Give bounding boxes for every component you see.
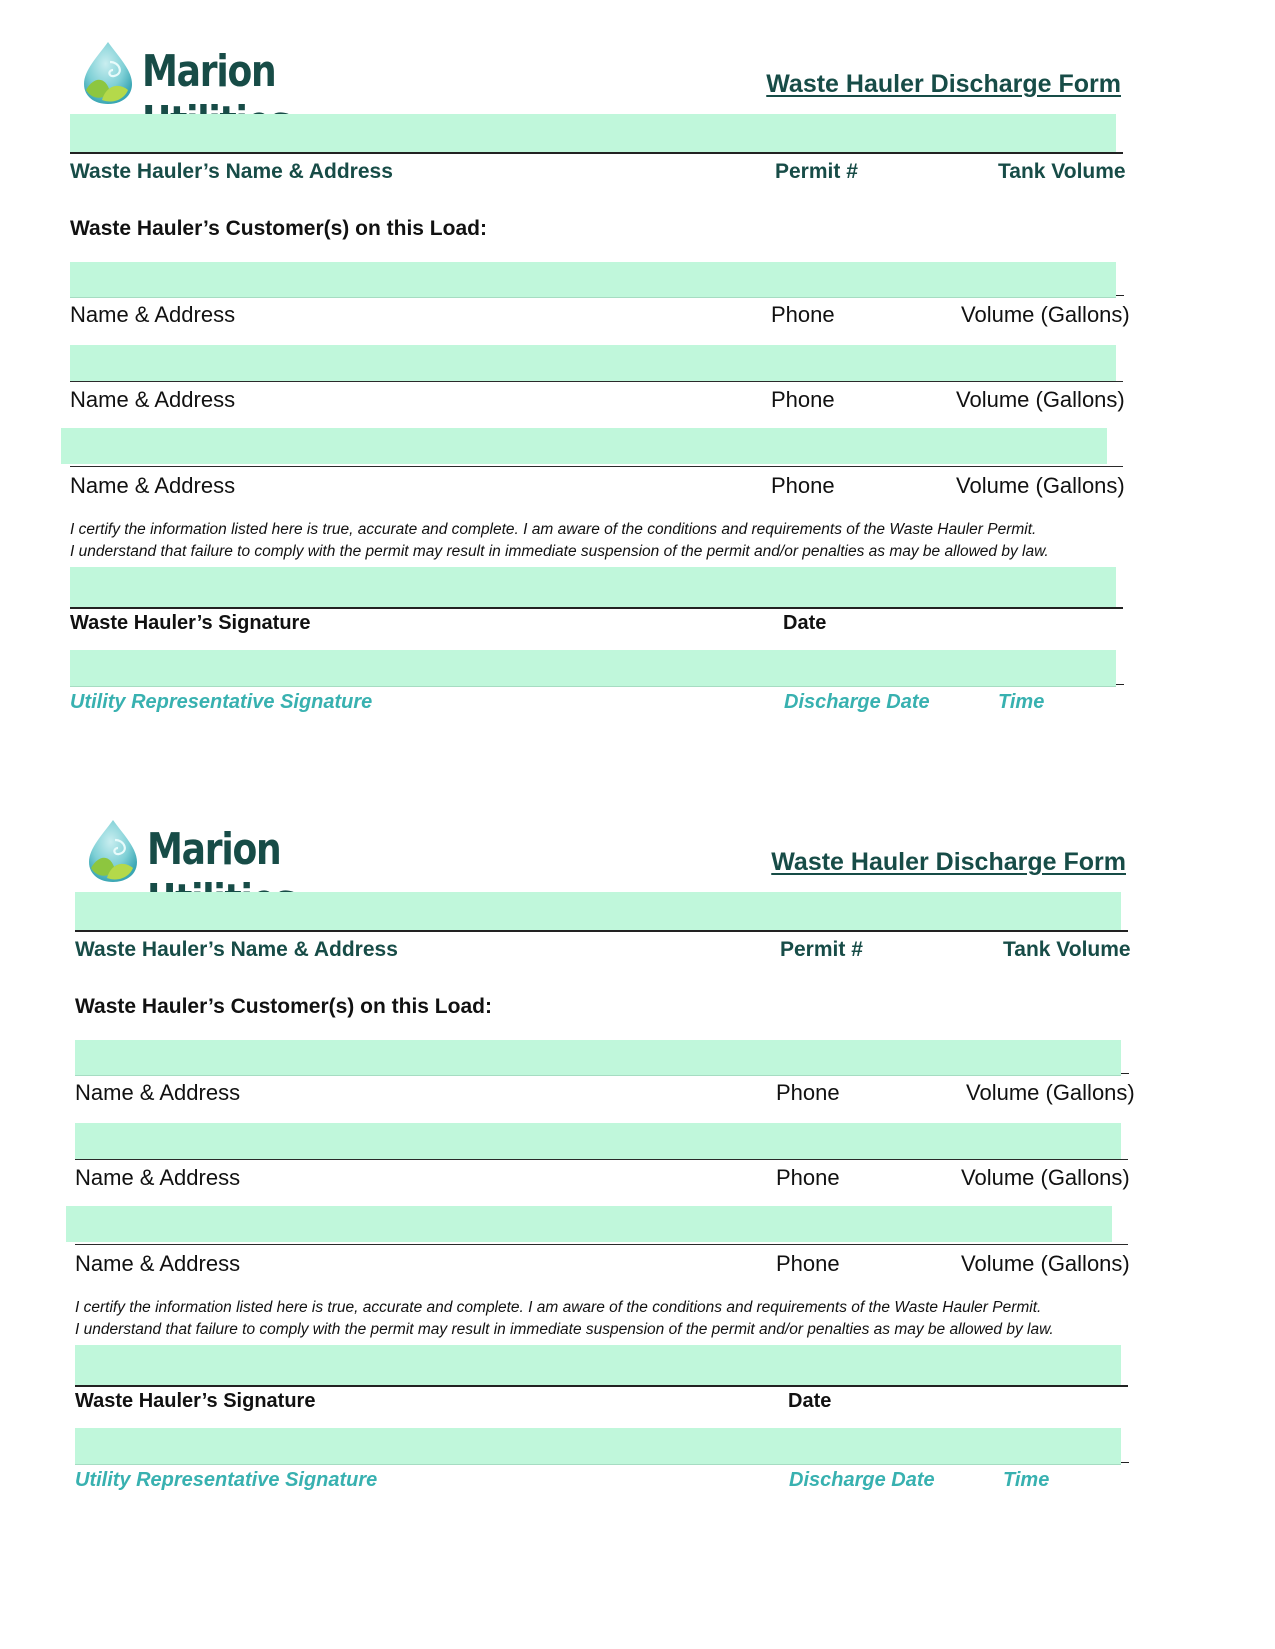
customers-heading: Waste Hauler’s Customer(s) on this Load: <box>70 217 487 240</box>
water-drop-leaf-logo-icon <box>85 818 141 884</box>
customer-3-line <box>70 466 1123 467</box>
certification-line-1: I certify the information listed here is true, accurate and complete. I am aware of the conditions and requirements of the Waste Hauler Permit. <box>75 1299 1042 1316</box>
line-end-mark <box>1121 1462 1129 1463</box>
customer-3-volume-label: Volume (Gallons) <box>956 473 1125 498</box>
permit-label: Permit # <box>780 938 863 961</box>
customer-2-phone-label: Phone <box>771 387 835 412</box>
hauler-name-label: Waste Hauler’s Name & Address <box>75 938 398 961</box>
certification-line-2: I understand that failure to comply with the permit may result in immediate suspension of the permit and/or penalties as may be allowed by law. <box>70 543 1049 560</box>
utility-signature-field[interactable] <box>70 650 1116 686</box>
customer-2-name-label: Name & Address <box>70 387 236 412</box>
customer-3-phone-label: Phone <box>776 1251 840 1276</box>
discharge-form-1 <box>0 0 1275 800</box>
customer-2-field[interactable] <box>70 345 1116 381</box>
brand-name: Marion <box>142 46 276 97</box>
certification-line-1: I certify the information listed here is true, accurate and complete. I am aware of the conditions and requirements of the Waste Hauler Permit. <box>70 521 1037 538</box>
brand-logo <box>80 40 420 112</box>
discharge-date-label: Discharge Date <box>789 1469 935 1491</box>
hauler-info-line <box>75 930 1128 932</box>
certification-text <box>70 519 1190 563</box>
customer-2-line <box>75 1159 1128 1160</box>
utility-signature-field[interactable] <box>75 1428 1121 1464</box>
customer-3-volume-label: Volume (Gallons) <box>961 1251 1130 1276</box>
hauler-info-line <box>70 152 1123 154</box>
line-end-mark <box>1116 684 1124 685</box>
tank-volume-label: Tank Volume <box>1003 938 1131 961</box>
signature-date-label: Date <box>783 612 827 634</box>
water-drop-leaf-logo-icon <box>80 40 136 106</box>
customer-2-phone-label: Phone <box>776 1165 840 1190</box>
signature-line <box>75 1385 1128 1387</box>
customer-3-name-label: Name & Address <box>70 473 236 498</box>
certification-line-2: I understand that failure to comply with the permit may result in immediate suspension of the permit and/or penalties as may be allowed by law. <box>75 1321 1054 1338</box>
customer-1-name-label: Name & Address <box>70 302 236 327</box>
hauler-signature-label: Waste Hauler’s Signature <box>70 612 311 634</box>
utility-signature-label: Utility Representative Signature <box>70 691 373 713</box>
customer-3-phone-label: Phone <box>771 473 835 498</box>
hauler-info-field[interactable] <box>70 114 1116 152</box>
customer-3-field[interactable] <box>61 428 1107 464</box>
brand-name: Marion <box>147 824 281 875</box>
line-end-mark <box>1116 295 1124 296</box>
tank-volume-label: Tank Volume <box>998 160 1126 183</box>
utility-signature-line <box>70 686 1116 687</box>
customer-1-phone-label: Phone <box>776 1080 840 1105</box>
utility-signature-line <box>75 1464 1121 1465</box>
customer-2-name-label: Name & Address <box>75 1165 241 1190</box>
customer-1-field[interactable] <box>70 262 1116 298</box>
customer-1-phone-label: Phone <box>771 302 835 327</box>
signature-field[interactable] <box>70 567 1116 607</box>
signature-date-label: Date <box>788 1390 832 1412</box>
discharge-form-2 <box>5 778 1275 1578</box>
discharge-date-label: Discharge Date <box>784 691 930 713</box>
customers-heading: Waste Hauler’s Customer(s) on this Load: <box>75 995 492 1018</box>
hauler-info-field[interactable] <box>75 892 1121 930</box>
permit-label: Permit # <box>775 160 858 183</box>
certification-text <box>75 1297 1195 1341</box>
customer-2-volume-label: Volume (Gallons) <box>961 1165 1130 1190</box>
discharge-time-label: Time <box>1003 1469 1050 1491</box>
customer-1-line <box>75 1075 1121 1076</box>
utility-signature-label: Utility Representative Signature <box>75 1469 378 1491</box>
brand-logo <box>85 818 425 890</box>
hauler-name-label: Waste Hauler’s Name & Address <box>70 160 393 183</box>
form-title: Waste Hauler Discharge Form <box>771 848 1126 876</box>
customer-2-line <box>70 381 1123 382</box>
discharge-time-label: Time <box>998 691 1045 713</box>
signature-line <box>70 607 1123 609</box>
customer-1-volume-label: Volume (Gallons) <box>966 1080 1135 1105</box>
customer-2-volume-label: Volume (Gallons) <box>956 387 1125 412</box>
customer-3-line <box>75 1244 1128 1245</box>
customer-1-field[interactable] <box>75 1040 1121 1076</box>
customer-2-field[interactable] <box>75 1123 1121 1159</box>
line-end-mark <box>1121 1073 1129 1074</box>
signature-field[interactable] <box>75 1345 1121 1385</box>
customer-1-name-label: Name & Address <box>75 1080 241 1105</box>
hauler-signature-label: Waste Hauler’s Signature <box>75 1390 316 1412</box>
customer-3-name-label: Name & Address <box>75 1251 241 1276</box>
customer-1-volume-label: Volume (Gallons) <box>961 302 1130 327</box>
customer-1-line <box>70 297 1116 298</box>
form-title: Waste Hauler Discharge Form <box>766 70 1121 98</box>
customer-3-field[interactable] <box>66 1206 1112 1242</box>
